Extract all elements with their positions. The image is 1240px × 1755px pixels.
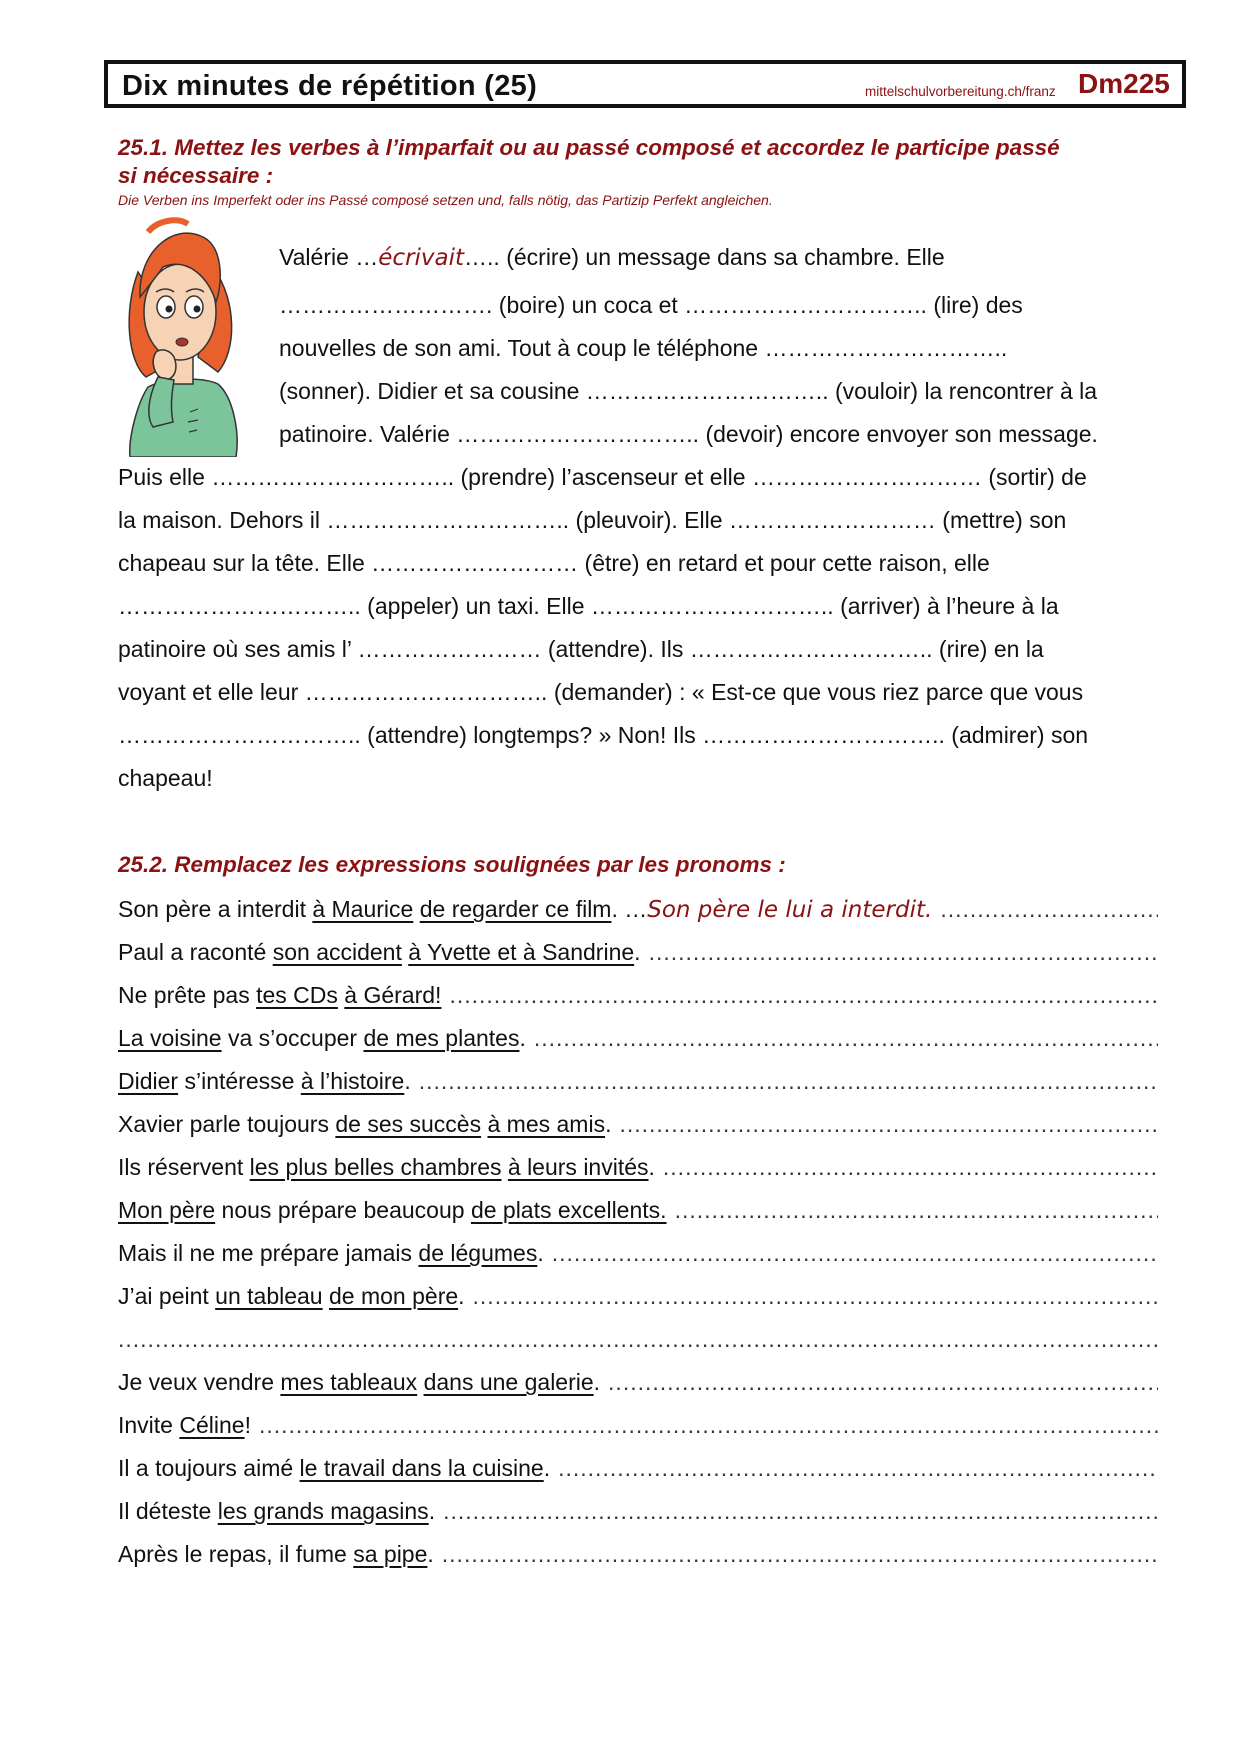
- exercise2-row: [118, 1495, 1158, 1527]
- sentence-text: .: [537, 1240, 544, 1266]
- answer-line: [663, 1151, 1158, 1183]
- exercise2-row: [118, 1022, 1158, 1054]
- exercise2-row: [118, 936, 1158, 968]
- site-url: mittelschulvorbereitung.ch/franz: [865, 84, 1056, 99]
- exercise2-row: [118, 1538, 1158, 1570]
- exercise1-line-9: ………………………….. (appeler) un taxi. Elle ………………………….. (arriver) à l’heure à la: [118, 593, 1059, 619]
- page-title: Dix minutes de répétition (25): [122, 70, 538, 102]
- underlined-expression: un tableau: [215, 1283, 323, 1309]
- underlined-expression: à mes amis: [487, 1111, 606, 1137]
- sentence-text: .: [427, 1541, 434, 1567]
- sentence: [118, 893, 932, 925]
- sentence: [118, 1452, 550, 1484]
- exercise1-title-line1: 25.1. Mettez les verbes à l’imparfait ou au passé composé et accordez le participe passé: [118, 135, 1060, 160]
- sentence-text: Paul a raconté: [118, 939, 273, 965]
- underlined-expression: mes tableaux: [280, 1369, 418, 1395]
- line-text: Valérie …: [279, 244, 379, 270]
- sentence-text: Son père a interdit: [118, 896, 313, 922]
- sentence-text: Ils réservent: [118, 1154, 250, 1180]
- underlined-expression: dans une galerie: [423, 1369, 594, 1395]
- sentence-text: Après le repas, il fume: [118, 1541, 354, 1567]
- exercise2-row: [118, 1108, 1158, 1140]
- sentence-text: !: [244, 1412, 251, 1438]
- sentence-text: .: [519, 1025, 526, 1051]
- underlined-expression: à leurs invités: [507, 1154, 649, 1180]
- sentence-text: .: [458, 1283, 465, 1309]
- line-text: ….. (écrire) un message dans sa chambre. Elle: [464, 244, 945, 270]
- exercise2-title: 25.2. Remplacez les expressions soulignées par les pronoms :: [118, 852, 786, 877]
- exercise1-line-11: voyant et elle leur ………………………….. (demander) : « Est-ce que vous riez parce que vous: [118, 679, 1084, 705]
- underlined-expression: les grands magasins: [217, 1498, 429, 1524]
- underlined-expression: de mes plantes: [363, 1025, 520, 1051]
- exercise1-line-2: ………………………. (boire) un coca et ………………………….. (lire) des: [279, 292, 1023, 318]
- sentence-text: .: [428, 1498, 436, 1524]
- sentence: [118, 1495, 435, 1527]
- sentence: [118, 1151, 655, 1183]
- sentence-text: Ne prête pas: [118, 982, 257, 1008]
- sentence: [118, 1538, 434, 1570]
- underlined-expression: à Yvette et à Sandrine: [408, 939, 635, 965]
- exercise2-row: [118, 1194, 1158, 1226]
- exercise1-line-5: patinoire. Valérie ………………………….. (devoir) encore envoyer son message.: [279, 421, 1098, 447]
- answer-line: [675, 1194, 1158, 1226]
- sentence: [118, 1065, 411, 1097]
- answer-line: [940, 893, 1158, 925]
- exercise1-line-12: ………………………….. (attendre) longtemps? » Non! Ils ………………………….. (admirer) son: [118, 722, 1089, 748]
- sentence: [118, 936, 641, 968]
- answer-line: [534, 1022, 1158, 1054]
- underlined-expression: le travail dans la cuisine: [299, 1455, 544, 1481]
- exercise1-line-7: la maison. Dehors il ………………………….. (pleuvoir). Elle ……………………… (mettre) son: [118, 507, 1067, 533]
- sentence: [118, 1409, 251, 1441]
- answer-line: [608, 1366, 1158, 1398]
- underlined-expression: La voisine: [118, 1025, 222, 1051]
- exercise2-row: [118, 893, 1158, 925]
- underlined-expression: Céline: [179, 1412, 245, 1438]
- exercise2-row: [118, 979, 1158, 1011]
- underlined-expression: à l’histoire: [300, 1068, 405, 1094]
- exercise2-row: [118, 1366, 1158, 1398]
- sentence: [118, 979, 441, 1011]
- sentence-text: .: [404, 1068, 411, 1094]
- exercise2-row: [118, 1323, 1158, 1355]
- exercise1-line-13: chapeau!: [118, 765, 213, 791]
- exercise2-row: [118, 1280, 1158, 1312]
- underlined-expression: de regarder ce film: [419, 896, 612, 922]
- sentence-text: .: [593, 1369, 601, 1395]
- exercise2-row: [118, 1452, 1158, 1484]
- woman-thinking-icon: [118, 212, 248, 457]
- answer-line: [443, 1495, 1158, 1527]
- sentence: [118, 1194, 667, 1226]
- underlined-expression: les plus belles chambres: [249, 1154, 502, 1180]
- answer-line: [619, 1108, 1158, 1140]
- sentence-text: .: [543, 1455, 551, 1481]
- underlined-expression: à Maurice: [312, 896, 414, 922]
- answer-line: [449, 979, 1158, 1011]
- answer-line: [473, 1280, 1158, 1312]
- sentence-text: Il déteste: [118, 1498, 218, 1524]
- header-box: [104, 60, 1186, 108]
- sentence-text: nous prépare beaucoup: [215, 1197, 471, 1223]
- exercise1-line-10: patinoire où ses amis l’ …………………… (attendre). Ils ………………………….. (rire) en la: [118, 636, 1044, 662]
- exercise2-row: [118, 1065, 1158, 1097]
- exercise1-line-4: (sonner). Didier et sa cousine ………………………….. (vouloir) la rencontrer à la: [279, 378, 1098, 404]
- answer-line: [552, 1237, 1158, 1269]
- sentence-text: Mais il ne me prépare jamais: [118, 1240, 419, 1266]
- exercise1-line-6: Puis elle ………………………….. (prendre) l’ascenseur et elle ………………………… (sortir) de: [118, 464, 1087, 490]
- answer-line: [649, 936, 1158, 968]
- underlined-expression: à Gérard!: [344, 982, 442, 1008]
- answer-line: [558, 1452, 1158, 1484]
- sentence-text: .: [648, 1154, 655, 1180]
- sentence-text: Invite: [118, 1412, 180, 1438]
- example-answer: Son père le lui a interdit.: [647, 897, 933, 923]
- underlined-expression: de mon père: [329, 1283, 459, 1309]
- exercise1-subtitle: Die Verben ins Imperfekt oder ins Passé composé setzen und, falls nötig, das Partizip Perfekt angleichen.: [118, 192, 773, 208]
- sentence: [118, 1108, 611, 1140]
- answer-line: [259, 1409, 1158, 1441]
- exercise2-row: [118, 1151, 1158, 1183]
- sentence-text: s’intéresse: [178, 1068, 301, 1094]
- underlined-expression: son accident: [272, 939, 402, 965]
- exercise1-line-3: nouvelles de son ami. Tout à coup le téléphone …………………………..: [279, 335, 1008, 361]
- sentence: [118, 1237, 544, 1269]
- worksheet-code: Dm225: [1078, 68, 1170, 99]
- sentence-text: J’ai peint: [118, 1283, 216, 1309]
- sentence-text: .: [634, 939, 641, 965]
- answer-line: [118, 1323, 1158, 1355]
- sentence-text: va s’occuper: [221, 1025, 364, 1051]
- sentence-text: Je veux vendre: [118, 1369, 281, 1395]
- underlined-expression: de légumes: [418, 1240, 538, 1266]
- exercise2-row: [118, 1237, 1158, 1269]
- answer-line: [419, 1065, 1158, 1097]
- sentence: [118, 1022, 526, 1054]
- sentence-text: . …: [611, 896, 648, 922]
- example-answer: écrivait: [378, 245, 465, 271]
- underlined-expression: sa pipe: [353, 1541, 428, 1567]
- sentence-text: Il a toujours aimé: [118, 1455, 300, 1481]
- sentence-text: Xavier parle toujours: [118, 1111, 336, 1137]
- sentence: [118, 1280, 465, 1312]
- exercise1-title-line2: si nécessaire :: [118, 163, 274, 188]
- underlined-expression: tes CDs: [256, 982, 338, 1008]
- exercise2-row: [118, 1409, 1158, 1441]
- exercise1-line-1: [279, 242, 945, 273]
- underlined-expression: de ses succès: [335, 1111, 482, 1137]
- exercise1-line-8: chapeau sur la tête. Elle ……………………… (être) en retard et pour cette raison, elle: [118, 550, 990, 576]
- underlined-expression: de plats excellents.: [470, 1197, 667, 1223]
- answer-line: [442, 1538, 1158, 1570]
- underlined-expression: Mon père: [118, 1197, 216, 1223]
- underlined-expression: Didier: [118, 1068, 179, 1094]
- sentence: [118, 1366, 600, 1398]
- sentence-text: .: [605, 1111, 612, 1137]
